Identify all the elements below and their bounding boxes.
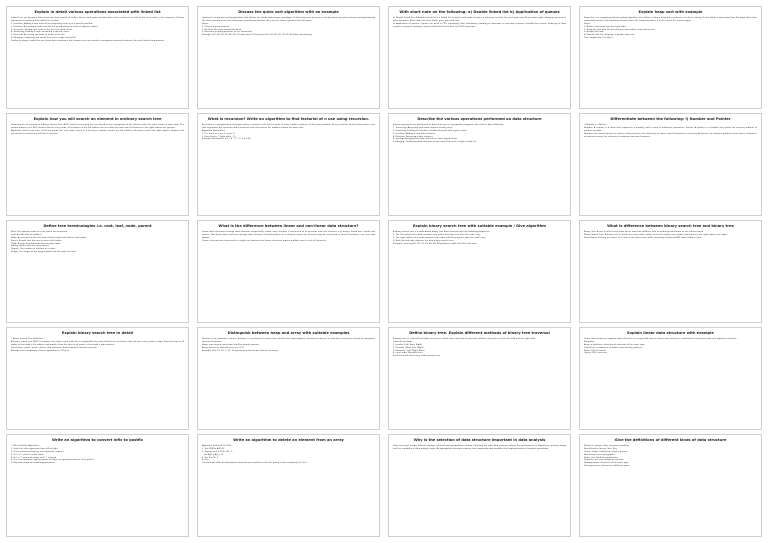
answer-card (6, 327, 189, 430)
answer-card (388, 327, 571, 430)
answer-card-title: Why is the selection of data structure important in data analysis (413, 438, 546, 442)
answer-card-title: With short note on the following: a) Double linked list b) Application of queues (399, 10, 560, 14)
answer-card-title: What is recursion? Write an algorithm to find factorial of n use using recursion. (207, 117, 370, 121)
answer-card-title: Explain binary search tree in detail (61, 331, 134, 335)
answer-card-body: Memory is an important resource. A heap is a tree-based structure that satisfies the heap property, whereas an array is a collection of elements stored at contiguous memory locations. Heap: max-heap or min-heap, used for priority queues. Array: fixed size, indexed access in O(1). Example: [90, 15, 10, 7, 12, 2] represents a max heap stored in an array. (202, 338, 375, 352)
answer-card (197, 6, 380, 109)
answer-card-title: Explain heap sort with example (638, 10, 703, 14)
answer-card (197, 327, 380, 430)
answer-card-body: * Binary Search Tree Definition * A binary search tree (BST) is a binary tree where each node has a comparable key and satisfies the restriction that the key in any node is larger than the keys in all nodes in that node's left subtree and smaller than the keys in all nodes in that node's right subtree. Operations: search, insert, delete, find minimum, find maximum, inorder traversal. Average time complexity of these operations is O(log n). (11, 338, 184, 352)
answer-card (6, 434, 189, 537)
answer-card-body: Linear data structures arrange data elements sequentially, where each element is connected to its previous and next element, e.g. arrays, linked lists, stacks and queues. Non-linear data structures arrange data elements hierarchically or in a network, where one element may be connected to several elements, e.g. trees and graphs. Linear structures are traversed in a single run, whereas non-linear structures require multiple runs to visit all elements. (202, 231, 375, 242)
answer-card-title: Explain in detail various operations associated with linked list (34, 10, 161, 14)
answer-card-title: Explain how you will search an element in ordinary search tree (33, 117, 162, 121)
answer-card (197, 220, 380, 323)
answer-card (6, 220, 189, 323)
answer-card (388, 6, 571, 109)
answer-card-title: Explain binary search tree with suitable example / Give algorithm (412, 224, 547, 228)
answer-card-body: Searching for an element in a Binary Search Tree (BST) involves traversing the tree based on the comparison of the element with the value stored in each node. The unique property of a BST ensures that for every node, all elements in the left subtree are less than the node and all elements in the right subtree are greater. Algorithm: Start at the root. If the key equals the root value, return it. If the key is smaller, search the left subtree; otherwise search the right subtree. Repeat until the element is found or a null link is reached. (11, 124, 184, 135)
answer-card (6, 113, 189, 216)
answer-card-body: Algorithm Delete(A, N, POS): 1. Set ITEM = A[POS]. 2. Repeat for J = POS to N - 1: Set A[J] = A[J + 1]. 3. Set N = N - 1. 4. Exit. The deletion shifts all subsequent elements one position to the left, giving a time complexity of O(n). (202, 445, 308, 465)
answer-card-body: Linked lists are dynamic data structures that consist of nodes, where each node contains data and a reference or link to the next node in the sequence. Various operations associated with linked lists include: 1. Insertion: Adding a new node at the beginning, end, or at a specific position. 2. Deletion: Removing a node from the list by adjusting the links of adjacent nodes. 3. Traversal: Visiting each node in the list from head to tail. 4. Searching: Finding a node containing a specific value. 5. Reversal: Reversing the order of nodes in the list. 6. Merging: Combining two sorted lists into a single sorted list. Similar to arrays, linked lists are linear data structures, but elements are not stored in contiguous memory locations; they are linked using pointers. (11, 17, 184, 42)
answer-card-title: Differentiate between the following: i) Number and Pointer (610, 117, 731, 121)
answer-card-body: Quicksort is a popular sorting algorithm that follows the divide-and-conquer paradigm. It efficiently sorts an array or list by selecting a pivot element and partitioning the other elements into two sub-arrays according to whether they are less than or greater than the pivot. Steps: 1. Choose a pivot element. 2. Partition the array around the pivot. 3. Recursively apply quicksort to the sub-arrays. Example: [10, 80, 30, 90, 40, 50, 70] with pivot 70 becomes [10, 30, 40, 50, 70, 90, 80] after partitioning. (202, 17, 375, 37)
answer-card-title: Define binary tree. Explain different methods of binary tree traversal (409, 331, 550, 335)
answer-card (579, 327, 762, 430)
answer-card-title: Distinguish between heap and array with suitable examples (227, 331, 350, 335)
answer-card-body: A binary tree is a hierarchical data structure in which each node has at most two children, referred to as the left child and the right child. Traversal methods: 1. Inorder (Left, Root, Right) 2. Preorder (Root, Left, Right) 3. Postorder (Left, Right, Root) 4. Level order (Breadth first) Each traversal visits every node exactly once. (393, 338, 536, 358)
answer-card-body: Data structures enable efficient storage, retrieval and manipulation of data. Choosing the right data structure affects the performance of algorithms, memory usage and the scalability of data analysis tasks. An appropriate structure reduces time complexity and simplifies the implementation of analysis operations. (393, 445, 567, 451)
answer-card-body: Recursion is a programming technique where a function calls itself in order to solve smaller instances of the same problem. Every recursive function has a base case that terminates the recursion and a recursive case that moves the problem toward the base case. Algorithm Factorial(n): 1. If n == 0 or n == 1, return 1. 2. Else return n * Factorial(n - 1). Example: Factorial(5) = 5 * 4 * 3 * 2 * 1 = 120. (202, 124, 375, 141)
answer-card-title: What is the difference between linear and non-linear data structure? (218, 224, 359, 228)
answer-card-body: i) Number vs. Pointer: Number: A number is a value that represents a quantity and is used in arithmetic operations. Pointer: A pointer is a variable that stores the memory address of another variable. Numbers are stored directly as values, while pointers refer indirectly to values stored elsewhere in memory. Arithmetic on numbers produces new values; arithmetic on pointers moves the reference to adjacent memory locations. (584, 124, 757, 138)
answer-card-body: Various operations are performed on data structures to manipulate, organize, and retrieve data efficiently. 1. Traversing: Accessing each data element exactly once. 2. Searching: Finding the location of a data element with a given value. 3. Insertion: Adding a new data element. 4. Deletion: Removing a data element. 5. Sorting: Arranging the data elements in some logical order. 6. Merging: Combining data elements of two sorted lists into a single sorted list. (393, 124, 504, 144)
answer-card-body: Primitive: integer, float, character, boolean. Non-Primitive: arrays, lists, files. Linear: arrays, linked lists, stacks, queues. Non-Linear: trees and graphs. Static: size fixed at compile time. Dynamic: size can change at run time. Homogeneous: elements of the same type. Heterogeneous: elements of different types. (584, 445, 631, 467)
answer-card-title: Discuss the quick sort algorithm with an example (238, 10, 339, 14)
answer-card-body: Linear data structures organize data elements in a sequential manner where each element is attached to its previous and next adjacent elements. Examples: Array: a fixed-size collection of elements of the same type. Linked List: a sequence of nodes connected by pointers. Stack: LIFO structure. Queue: FIFO structure. (584, 338, 737, 355)
answer-card-body: Binary Tree: A tree in which each node has at most two children, with no ordering constraints on the values stored. Binary Search Tree: A binary tree in which, for every node, values in the left subtree are smaller and values in the right subtree are larger. Searching in a binary tree takes O(n) time in the worst case, while searching a balanced BST takes O(log n) time. (584, 231, 728, 239)
answer-card-body: Root: The topmost node of a tree which has no parent. Leaf: A node with no children. Node: An element of the tree that contains data and links to child nodes. Parent: A node that has one or more child nodes. Child: A node that descends from another node. Sibling: Nodes with the same parent. Degree: The number of children of a node. Height: The length of the longest path from the node to a leaf. (11, 231, 87, 253)
answer-card (388, 220, 571, 323)
answer-card-title: Describe the various operations performed on data structure (417, 117, 542, 121)
answer-card-title: Write an algorithm to convert infix to postfix (52, 438, 143, 442)
answer-card (579, 113, 762, 216)
answer-card-body: Heap Sort is a comparison-based sorting algorithm that utilizes a binary heap data structure to achieve sorting. It first builds a max-heap from the input data, then repeatedly extracts the maximum element from the heap and places it at the end of the sorted region. Steps: 1. Build a max heap from the input data. 2. Swap the root with the last element and reduce heap size by one. 3. Heapify the root. 4. Repeat until the heap size is greater than one. Time complexity: O(n log n). (584, 17, 757, 39)
answer-card-title: What is difference between binary search tree and binary tree (607, 224, 734, 228)
answer-card (197, 434, 380, 537)
answer-card (388, 434, 571, 537)
answer-card-title: Define tree terminologies i.e. root, leaf, node, parent (43, 224, 152, 228)
answer-card-title: Write an algorithm to delete an element from an array (233, 438, 344, 442)
answer-card (579, 6, 762, 109)
answer-card-title: Explain linear data structure with example (627, 331, 714, 335)
answer-card-body: A binary search tree is a node-based binary tree data structure with the following properties: 1. The left subtree of a node contains only nodes with keys less than the node's key. 2. The right subtree of a node contains only nodes with keys greater than the node's key. 3. Both left and right subtrees are also binary search trees. Example: inserting 50, 30, 70, 20, 40, 60, 80 produces a BST with 50 at the root. (393, 231, 490, 245)
answer-card (579, 434, 762, 537)
answer-card (6, 6, 189, 109)
answer-card (388, 113, 571, 216)
answer-card-title: Give the definitions of different kinds of data structure (614, 438, 727, 442)
answer-card (197, 113, 380, 216)
answer-card-body: * Infix to Postfix Algorithm * 1. Scan the infix expression from left to right. 2. If the scanned character is an operand, output it. 3. If it is '(', push it to the stack. 4. If it is ')', pop and output until '(' is found. 5. If it is an operator, pop operators of higher or equal precedence, then push it. 6. Pop and output all remaining operators. (11, 445, 95, 465)
answer-card-body: a) Double linked list: A double linked list is a linked list in which each node contains a reference to both the next node and the previous node, allowing traversal in both directions. Each node has three fields: prev, data and next. b) Application of queues: Queues are used in CPU scheduling, disk scheduling, handling of interrupts in real-time systems, breadth-first search, buffering of data streams, and print spooling. Queues follow the First In First Out (FIFO) principle. (393, 17, 566, 28)
answer-card (579, 220, 762, 323)
answer-sheet-grid (6, 6, 762, 537)
